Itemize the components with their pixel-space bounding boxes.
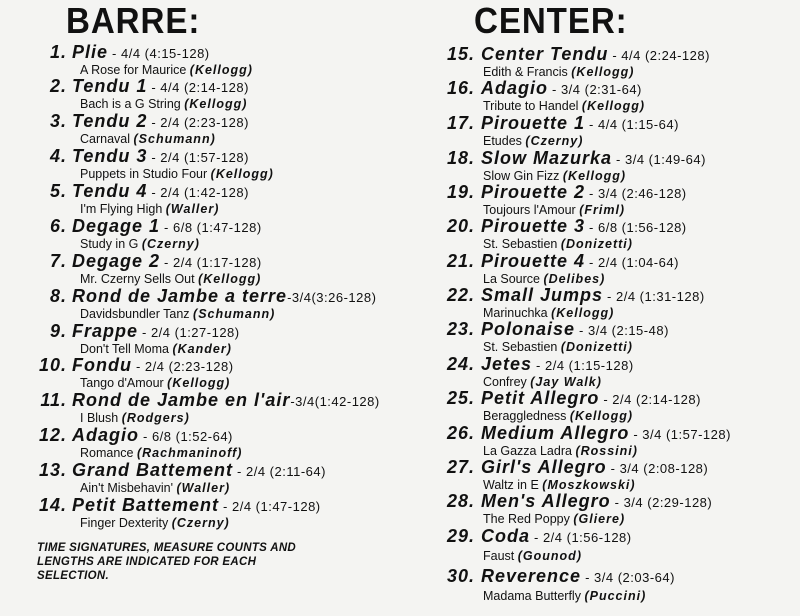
list-item: [437, 285, 800, 323]
composer: (Czerny): [525, 134, 584, 148]
exercise-tempo: - 2/4 (1:42-128): [151, 185, 249, 200]
item-subline: [80, 271, 261, 287]
composer: (Kellogg): [562, 169, 627, 183]
exercise-title: Degage 2: [72, 251, 161, 271]
composer: (Jay Walk): [530, 375, 602, 389]
exercise-title: Frappe: [72, 321, 139, 341]
footnote: TIME SIGNATURES, MEASURE COUNTS AND LENGTHS ARE INDICATED FOR EACH SELECTION.: [37, 542, 297, 582]
list-item: [437, 319, 800, 357]
exercise-title: Reverence: [481, 566, 582, 586]
exercise-tempo: - 2/4 (2:23-128): [135, 359, 234, 374]
composer: (Kellogg): [210, 167, 274, 181]
exercise-title: Petit Battement: [72, 495, 220, 515]
list-item: [30, 495, 430, 533]
composer: (Kander): [172, 342, 232, 356]
composer: (Rossini): [575, 444, 638, 458]
exercise-tempo: - 3/4 (2:03-64): [585, 570, 675, 585]
center-heading: CENTER:: [474, 0, 628, 41]
list-item: [30, 146, 430, 184]
exercise-title: Adagio: [72, 425, 139, 445]
piece-title: Puppets in Studio Four: [80, 167, 208, 181]
exercise-tempo: - 2/4 (2:23-128): [151, 115, 249, 130]
list-item: [437, 216, 800, 254]
exercise-title: Petit Allegro: [481, 388, 600, 408]
item-number: 28.: [446, 491, 475, 511]
item-subline: [483, 588, 646, 604]
composer: (Delibes): [543, 272, 606, 286]
item-number: 30.: [446, 566, 475, 586]
list-item: [437, 113, 800, 151]
item-number: 12.: [38, 425, 67, 445]
composer: (Waller): [165, 202, 220, 216]
item-number: 14.: [38, 495, 67, 515]
item-mainline: [72, 495, 321, 517]
list-item: [30, 111, 430, 149]
exercise-tempo: - 4/4 (2:14-128): [151, 80, 249, 95]
item-mainline: [72, 42, 210, 64]
item-number: 24.: [446, 354, 475, 374]
list-item: [30, 42, 430, 80]
exercise-title: Men's Allegro: [481, 491, 611, 511]
exercise-tempo: -3/4(1:42-128): [290, 394, 380, 409]
list-item: [437, 491, 800, 529]
item-number: 2.: [49, 76, 67, 96]
exercise-title: Center Tendu: [481, 44, 609, 64]
piece-title: Ain't Misbehavin': [80, 481, 174, 495]
item-number: 22.: [446, 285, 475, 305]
exercise-title: Degage 1: [72, 216, 161, 236]
exercise-tempo: - 3/4 (2:29-128): [614, 495, 713, 510]
item-number: 29.: [446, 526, 475, 546]
item-number: 17.: [446, 113, 475, 133]
exercise-tempo: - 2/4 (2:14-128): [603, 392, 701, 407]
item-mainline: [72, 425, 233, 447]
piece-title: St. Sebastien: [483, 340, 558, 354]
list-item: [437, 423, 800, 461]
item-mainline: [481, 423, 731, 445]
exercise-tempo: - 4/4 (2:24-128): [612, 48, 710, 63]
item-subline: [80, 480, 230, 496]
composer: (Donizetti): [560, 237, 633, 251]
composer: (Gliere): [573, 512, 626, 526]
piece-title: Waltz in E: [483, 478, 539, 492]
list-item: [437, 566, 800, 604]
piece-title: A Rose for Maurice: [80, 63, 187, 77]
exercise-title: Small Jumps: [481, 285, 604, 305]
composer: (Kellogg): [184, 97, 248, 111]
exercise-tempo: - 3/4 (2:46-128): [589, 186, 687, 201]
exercise-title: Girl's Allegro: [481, 457, 607, 477]
item-mainline: [481, 491, 712, 513]
exercise-tempo: - 2/4 (1:31-128): [607, 289, 705, 304]
piece-title: The Red Poppy: [483, 512, 570, 526]
item-subline: [80, 201, 219, 217]
item-number: 4.: [49, 146, 67, 166]
list-item: [437, 457, 800, 495]
piece-title: Confrey: [483, 375, 527, 389]
composer: (Rodgers): [121, 411, 190, 425]
composer: (Schumann): [193, 307, 276, 321]
item-mainline: [481, 388, 701, 410]
piece-title: Beraggledness: [483, 409, 567, 423]
item-subline: [80, 131, 216, 147]
piece-title: Tribute to Handel: [483, 99, 579, 113]
piece-title: La Gazza Ladra: [483, 444, 572, 458]
item-mainline: [72, 321, 240, 343]
exercise-tempo: - 2/4 (1:56-128): [534, 530, 632, 545]
item-number: 3.: [49, 111, 67, 131]
exercise-title: Pirouette 2: [481, 182, 586, 202]
composer: (Kellogg): [189, 63, 253, 77]
piece-title: Bach is a G String: [80, 97, 181, 111]
composer: (Kellogg): [167, 376, 231, 390]
item-number: 1.: [49, 42, 67, 62]
item-subline: [483, 339, 633, 355]
item-subline: [483, 511, 625, 527]
exercise-title: Plie: [72, 42, 109, 62]
exercise-title: Tendu 1: [72, 76, 148, 96]
composer: (Waller): [176, 481, 231, 495]
exercise-tempo: - 2/4 (1:47-128): [223, 499, 321, 514]
item-subline: [80, 445, 242, 461]
barre-heading: BARRE:: [66, 0, 201, 41]
item-subline: [80, 236, 200, 252]
item-mainline: [72, 355, 234, 377]
piece-title: I'm Flying High: [80, 202, 163, 216]
piece-title: Romance: [80, 446, 134, 460]
exercise-tempo: - 2/4 (1:04-64): [589, 255, 679, 270]
list-item: [437, 78, 800, 116]
composer: (Puccini): [584, 589, 647, 603]
item-mainline: [72, 181, 249, 203]
list-item: [30, 251, 430, 289]
item-mainline: [72, 146, 249, 168]
exercise-title: Pirouette 1: [481, 113, 586, 133]
list-item: [437, 354, 800, 392]
composer: (Kellogg): [581, 99, 646, 113]
item-number: 27.: [446, 457, 475, 477]
list-item: [437, 388, 800, 426]
item-subline: [483, 98, 645, 114]
list-item: [30, 321, 430, 359]
composer: (Schumann): [133, 132, 216, 146]
item-number: 23.: [446, 319, 475, 339]
item-subline: [483, 236, 633, 252]
exercise-title: Tendu 3: [72, 146, 148, 166]
piece-title: Edith & Francis: [483, 65, 568, 79]
piece-title: Tango d'Amour: [80, 376, 164, 390]
exercise-tempo: - 6/8 (1:47-128): [164, 220, 262, 235]
exercise-title: Coda: [481, 526, 530, 546]
item-mainline: [72, 390, 380, 412]
exercise-title: Tendu 4: [72, 181, 148, 201]
item-subline: [80, 375, 230, 391]
item-mainline: [72, 76, 249, 98]
item-mainline: [481, 148, 706, 170]
piece-title: Finger Dexterity: [80, 516, 169, 530]
exercise-title: Rond de Jambe a terre: [72, 286, 288, 306]
exercise-tempo: -3/4(3:26-128): [287, 290, 377, 305]
exercise-tempo: - 2/4 (1:57-128): [151, 150, 249, 165]
exercise-tempo: - 3/4 (1:49-64): [616, 152, 706, 167]
item-number: 19.: [446, 182, 475, 202]
list-item: [30, 460, 430, 498]
item-mainline: [72, 251, 262, 273]
item-mainline: [481, 354, 634, 376]
list-item: [437, 182, 800, 220]
composer: (Donizetti): [560, 340, 633, 354]
item-subline: [80, 410, 190, 426]
exercise-title: Pirouette 3: [481, 216, 586, 236]
list-item: [437, 251, 800, 289]
exercise-tempo: - 2/4 (1:27-128): [142, 325, 240, 340]
item-mainline: [72, 286, 376, 308]
piece-title: Slow Gin Fizz: [483, 169, 560, 183]
item-number: 5.: [49, 181, 67, 201]
piece-title: I Blush: [80, 411, 119, 425]
piece-title: Davidsbundler Tanz: [80, 307, 190, 321]
item-mainline: [481, 251, 679, 273]
exercise-title: Medium Allegro: [481, 423, 630, 443]
item-subline: [80, 96, 247, 112]
item-mainline: [481, 457, 708, 479]
item-number: 6.: [49, 216, 67, 236]
list-item: [30, 425, 430, 463]
item-subline: [483, 408, 633, 424]
item-number: 25.: [446, 388, 475, 408]
piece-title: Madama Butterfly: [483, 589, 581, 603]
piece-title: Study in G: [80, 237, 139, 251]
exercise-title: Slow Mazurka: [481, 148, 613, 168]
exercise-title: Adagio: [481, 78, 548, 98]
exercise-tempo: - 3/4 (1:57-128): [633, 427, 731, 442]
exercise-title: Fondu: [72, 355, 132, 375]
item-number: 15.: [446, 44, 475, 64]
piece-title: Toujours l'Amour: [483, 203, 576, 217]
item-mainline: [72, 460, 326, 482]
item-number: 13.: [38, 460, 67, 480]
list-item: [437, 148, 800, 186]
list-item: [30, 181, 430, 219]
item-mainline: [481, 113, 679, 135]
exercise-tempo: - 4/4 (1:15-64): [589, 117, 679, 132]
item-number: 21.: [446, 251, 475, 271]
exercise-title: Tendu 2: [72, 111, 148, 131]
item-mainline: [481, 526, 632, 548]
item-mainline: [72, 216, 262, 238]
list-item: [437, 44, 800, 82]
item-subline: [483, 133, 583, 149]
piece-title: Mr. Czerny Sells Out: [80, 272, 195, 286]
list-item: [30, 76, 430, 114]
item-number: 11.: [40, 390, 67, 410]
composer: (Kellogg): [198, 272, 262, 286]
item-mainline: [481, 285, 705, 307]
item-subline: [483, 548, 582, 564]
piece-title: Carnaval: [80, 132, 131, 146]
exercise-title: Rond de Jambe en l'air: [72, 390, 291, 410]
exercise-tempo: - 2/4 (2:11-64): [237, 464, 326, 479]
composer: (Czerny): [141, 237, 200, 251]
item-mainline: [72, 111, 249, 133]
exercise-tempo: - 6/8 (1:56-128): [589, 220, 687, 235]
item-number: 20.: [446, 216, 475, 236]
exercise-title: Pirouette 4: [481, 251, 586, 271]
item-mainline: [481, 319, 669, 341]
item-number: 16.: [446, 78, 475, 98]
exercise-title: Grand Battement: [72, 460, 234, 480]
exercise-tempo: - 2/4 (1:17-128): [164, 255, 262, 270]
list-item: [437, 526, 800, 564]
composer: (Kellogg): [569, 409, 634, 423]
exercise-title: Jetes: [481, 354, 533, 374]
item-number: 9.: [49, 321, 67, 341]
piece-title: Etudes: [483, 134, 522, 148]
composer: (Kellogg): [571, 65, 635, 79]
item-number: 18.: [446, 148, 475, 168]
composer: (Czerny): [171, 516, 230, 530]
composer: (Rachmaninoff): [136, 446, 243, 460]
list-item: [30, 286, 430, 324]
piece-title: Marinuchka: [483, 306, 548, 320]
list-item: [30, 355, 430, 393]
exercise-tempo: - 3/4 (2:31-64): [552, 82, 642, 97]
item-mainline: [481, 216, 687, 238]
item-mainline: [481, 44, 710, 66]
item-subline: [80, 515, 230, 531]
composer: (Kellogg): [551, 306, 615, 320]
exercise-title: Polonaise: [481, 319, 576, 339]
item-mainline: [481, 78, 642, 100]
list-item: [30, 216, 430, 254]
exercise-tempo: - 6/8 (1:52-64): [143, 429, 233, 444]
piece-title: Don't Tell Moma: [80, 342, 169, 356]
piece-title: Faust: [483, 549, 515, 563]
item-number: 26.: [446, 423, 475, 443]
exercise-tempo: - 2/4 (1:15-128): [536, 358, 634, 373]
composer: (Moszkowski): [542, 478, 636, 492]
exercise-tempo: - 4/4 (4:15-128): [112, 46, 210, 61]
item-number: 8.: [49, 286, 67, 306]
piece-title: St. Sebastien: [483, 237, 558, 251]
composer: (Friml): [579, 203, 626, 217]
item-mainline: [481, 182, 687, 204]
item-subline: [80, 306, 275, 322]
item-number: 7.: [49, 251, 67, 271]
piece-title: La Source: [483, 272, 540, 286]
exercise-tempo: - 3/4 (2:15-48): [579, 323, 669, 338]
composer: (Gounod): [517, 549, 582, 563]
item-mainline: [481, 566, 675, 588]
exercise-tempo: - 3/4 (2:08-128): [610, 461, 709, 476]
list-item: [30, 390, 430, 428]
item-subline: [80, 166, 274, 182]
item-number: 10.: [38, 355, 67, 375]
